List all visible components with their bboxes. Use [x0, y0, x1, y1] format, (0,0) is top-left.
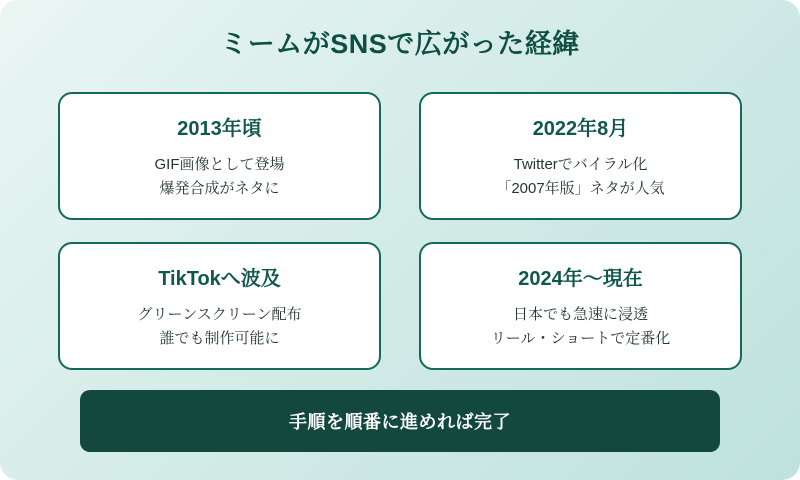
card-title: TikTokへ波及 — [158, 268, 281, 291]
card-title: 2013年頃 — [177, 118, 262, 141]
card-step-3 — [58, 242, 381, 370]
card-line-2: 爆発合成がネタに — [159, 179, 280, 197]
summary-banner — [80, 390, 720, 452]
card-step-1 — [58, 92, 381, 220]
page-title: ミームがSNSで広がった経緯 — [220, 29, 580, 59]
summary-banner-label: 手順を順番に進めれば完了 — [289, 412, 511, 432]
card-step-2 — [419, 92, 742, 220]
card-title: 2024年〜現在 — [518, 268, 643, 291]
card-line-1: 日本でも急速に浸透 — [512, 306, 648, 324]
card-line-2: 「2007年版」ネタが人気 — [496, 179, 665, 197]
card-line-1: GIF画像として登場 — [154, 156, 285, 174]
card-title: 2022年8月 — [532, 118, 629, 141]
card-line-2: 誰でも制作可能に — [159, 329, 280, 347]
card-line-1: Twitterでバイラル化 — [513, 156, 648, 174]
card-step-4 — [419, 242, 742, 370]
card-grid — [58, 92, 742, 370]
card-line-1: グリーンスクリーン配布 — [137, 306, 302, 324]
card-line-2: リール・ショートで定番化 — [490, 329, 671, 347]
